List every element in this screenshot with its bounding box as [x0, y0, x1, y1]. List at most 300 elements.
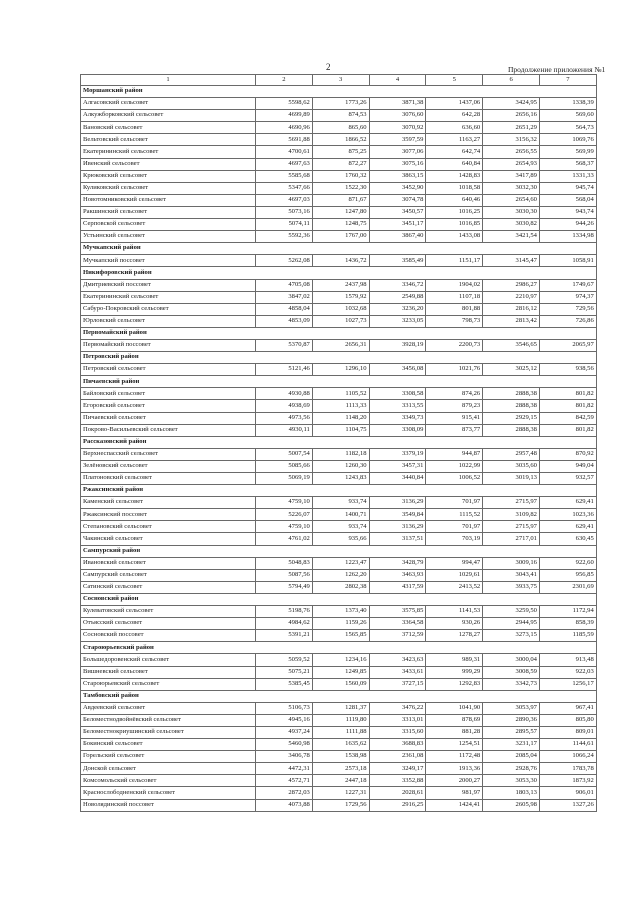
value-cell: 3259,50	[483, 606, 540, 618]
value-cell: 842,59	[539, 412, 596, 424]
value-cell: 2000,27	[426, 775, 483, 787]
value-cell: 1234,16	[312, 654, 369, 666]
value-cell: 1107,18	[426, 291, 483, 303]
value-cell: 865,60	[312, 122, 369, 134]
value-cell: 4073,88	[256, 799, 313, 811]
settlement-name-cell: Юрловский сельсовет	[81, 315, 256, 327]
district-name: Мучкапский район	[81, 243, 597, 255]
table-row	[81, 146, 597, 158]
value-cell: 5794,49	[256, 581, 313, 593]
settlement-name-cell: Ракшинский сельсовет	[81, 206, 256, 218]
district-name: Рассказовский район	[81, 436, 597, 448]
value-cell: 4759,10	[256, 497, 313, 509]
value-cell: 4705,08	[256, 279, 313, 291]
value-cell: 3008,59	[483, 666, 540, 678]
page-number: 2	[326, 62, 331, 72]
value-cell: 2928,76	[483, 763, 540, 775]
value-cell: 798,73	[426, 315, 483, 327]
value-cell: 568,04	[539, 194, 596, 206]
value-cell: 3463,93	[369, 569, 426, 581]
value-cell: 3456,08	[369, 364, 426, 376]
table-row	[81, 206, 597, 218]
value-cell: 1141,53	[426, 606, 483, 618]
value-cell: 3315,60	[369, 726, 426, 738]
value-cell: 930,26	[426, 618, 483, 630]
value-cell: 2301,69	[539, 581, 596, 593]
table-row	[81, 799, 597, 811]
value-cell: 2715,97	[483, 497, 540, 509]
value-cell: 3417,89	[483, 170, 540, 182]
value-cell: 569,99	[539, 146, 596, 158]
value-cell: 2656,16	[483, 110, 540, 122]
settlement-name-cell: Петровский сельсовет	[81, 364, 256, 376]
value-cell: 1904,02	[426, 279, 483, 291]
value-cell: 5585,68	[256, 170, 313, 182]
value-cell: 3009,16	[483, 557, 540, 569]
value-cell: 3424,95	[483, 98, 540, 110]
settlement-name-cell: Мучкапский поссовет	[81, 255, 256, 267]
settlement-name-cell: Сатинский сельсовет	[81, 581, 256, 593]
value-cell: 1400,71	[312, 509, 369, 521]
value-cell: 2929,15	[483, 412, 540, 424]
table-row	[81, 158, 597, 170]
value-cell: 2813,42	[483, 315, 540, 327]
table-row	[81, 182, 597, 194]
settlement-name-cell: Сосновский поссовет	[81, 630, 256, 642]
value-cell: 3727,15	[369, 678, 426, 690]
value-cell: 2654,93	[483, 158, 540, 170]
column-header: 5	[426, 75, 483, 86]
value-cell: 3019,13	[483, 473, 540, 485]
value-cell: 1018,58	[426, 182, 483, 194]
settlement-name-cell: Первомайский поссовет	[81, 339, 256, 351]
value-cell: 564,73	[539, 122, 596, 134]
value-cell: 3585,49	[369, 255, 426, 267]
value-cell: 1327,26	[539, 799, 596, 811]
value-cell: 5598,62	[256, 98, 313, 110]
table-row	[81, 666, 597, 678]
value-cell: 4973,56	[256, 412, 313, 424]
table-row	[81, 122, 597, 134]
value-cell: 2895,57	[483, 726, 540, 738]
value-cell: 1113,33	[312, 400, 369, 412]
value-cell: 3440,84	[369, 473, 426, 485]
value-cell: 2888,38	[483, 424, 540, 436]
settlement-name-cell: Ивановский сельсовет	[81, 557, 256, 569]
value-cell: 640,84	[426, 158, 483, 170]
value-cell: 3421,54	[483, 231, 540, 243]
value-cell: 3450,57	[369, 206, 426, 218]
value-cell: 4930,88	[256, 388, 313, 400]
settlement-name-cell: Сабуро-Покровский сельсовет	[81, 303, 256, 315]
value-cell: 1437,06	[426, 98, 483, 110]
column-header: 2	[256, 75, 313, 86]
table-row	[81, 569, 597, 581]
value-cell: 3546,65	[483, 339, 540, 351]
table-row	[81, 339, 597, 351]
value-cell: 729,56	[539, 303, 596, 315]
settlement-name-cell: Каменский сельсовет	[81, 497, 256, 509]
value-cell: 1783,78	[539, 763, 596, 775]
value-cell: 875,25	[312, 146, 369, 158]
value-cell: 2085,04	[483, 751, 540, 763]
district-name: Тамбовский район	[81, 690, 597, 702]
value-cell: 2549,88	[369, 291, 426, 303]
value-cell: 4938,69	[256, 400, 313, 412]
district-name: Ржаксинский район	[81, 485, 597, 497]
value-cell: 3712,59	[369, 630, 426, 642]
value-cell: 5592,36	[256, 231, 313, 243]
table-row	[81, 726, 597, 738]
table-row	[81, 763, 597, 775]
value-cell: 630,45	[539, 533, 596, 545]
table-row	[81, 194, 597, 206]
value-cell: 1006,52	[426, 473, 483, 485]
table-row	[81, 255, 597, 267]
value-cell: 629,41	[539, 497, 596, 509]
value-cell: 3406,78	[256, 751, 313, 763]
value-cell: 1148,20	[312, 412, 369, 424]
table-row	[81, 751, 597, 763]
district-name: Первомайский район	[81, 327, 597, 339]
page-caption: Продолжение приложения №1	[508, 65, 606, 74]
value-cell: 1058,91	[539, 255, 596, 267]
table-row	[81, 473, 597, 485]
settlement-name-cell: Екатерининский сельсовет	[81, 291, 256, 303]
value-cell: 1172,48	[426, 751, 483, 763]
value-cell: 1436,72	[312, 255, 369, 267]
value-cell: 4697,03	[256, 194, 313, 206]
value-cell: 922,03	[539, 666, 596, 678]
value-cell: 1331,33	[539, 170, 596, 182]
settlement-name-cell: Екатерининский сельсовет	[81, 146, 256, 158]
value-cell: 3346,72	[369, 279, 426, 291]
value-cell: 3053,97	[483, 702, 540, 714]
value-cell: 933,74	[312, 497, 369, 509]
district-name: Петровский район	[81, 352, 597, 364]
settlement-name-cell: Вишневский сельсовет	[81, 666, 256, 678]
value-cell: 1115,52	[426, 509, 483, 521]
table-row	[81, 533, 597, 545]
value-cell: 944,26	[539, 219, 596, 231]
table-row	[81, 412, 597, 424]
value-cell: 5198,76	[256, 606, 313, 618]
value-cell: 874,53	[312, 110, 369, 122]
value-cell: 3451,17	[369, 219, 426, 231]
table-row	[81, 497, 597, 509]
value-cell: 1428,83	[426, 170, 483, 182]
value-cell: 3076,60	[369, 110, 426, 122]
value-cell: 1538,98	[312, 751, 369, 763]
value-cell: 4690,96	[256, 122, 313, 134]
value-cell: 3136,29	[369, 497, 426, 509]
value-cell: 569,60	[539, 110, 596, 122]
table-row	[81, 388, 597, 400]
table-row	[81, 279, 597, 291]
district-heading-row	[81, 436, 597, 448]
table-row	[81, 315, 597, 327]
value-cell: 3231,17	[483, 739, 540, 751]
value-cell: 1027,73	[312, 315, 369, 327]
value-cell: 2802,38	[312, 581, 369, 593]
table-row	[81, 787, 597, 799]
settlement-name-cell: Бокинский сельсовет	[81, 739, 256, 751]
value-cell: 906,01	[539, 787, 596, 799]
value-cell: 1635,62	[312, 739, 369, 751]
settlement-name-cell: Комсомольский сельсовет	[81, 775, 256, 787]
value-cell: 1565,85	[312, 630, 369, 642]
value-cell: 5370,87	[256, 339, 313, 351]
value-cell: 1296,10	[312, 364, 369, 376]
table-row	[81, 303, 597, 315]
value-cell: 3342,73	[483, 678, 540, 690]
value-cell: 1016,25	[426, 206, 483, 218]
value-cell: 3043,41	[483, 569, 540, 581]
district-heading-row	[81, 352, 597, 364]
table-row	[81, 134, 597, 146]
settlement-name-cell: Большедоровенский сельсовет	[81, 654, 256, 666]
value-cell: 922,60	[539, 557, 596, 569]
district-name: Пичаевский район	[81, 376, 597, 388]
table-row	[81, 219, 597, 231]
settlement-name-cell: Сампурский сельсовет	[81, 569, 256, 581]
value-cell: 3428,79	[369, 557, 426, 569]
value-cell: 5074,11	[256, 219, 313, 231]
table-row	[81, 400, 597, 412]
table-row	[81, 581, 597, 593]
district-name: Сосновский район	[81, 593, 597, 605]
value-cell: 1560,09	[312, 678, 369, 690]
value-cell: 5460,98	[256, 739, 313, 751]
table-row	[81, 606, 597, 618]
settlement-name-cell: Новотомниковский сельсовет	[81, 194, 256, 206]
value-cell: 4759,10	[256, 521, 313, 533]
settlement-name-cell: Авдеевский сельсовет	[81, 702, 256, 714]
value-cell: 3030,82	[483, 219, 540, 231]
value-cell: 1260,30	[312, 460, 369, 472]
value-cell: 3137,51	[369, 533, 426, 545]
value-cell: 1111,88	[312, 726, 369, 738]
district-heading-row	[81, 593, 597, 605]
value-cell: 3457,31	[369, 460, 426, 472]
value-cell: 943,74	[539, 206, 596, 218]
value-cell: 5069,19	[256, 473, 313, 485]
value-cell: 3433,61	[369, 666, 426, 678]
table-row	[81, 110, 597, 122]
table-row	[81, 702, 597, 714]
value-cell: 1579,92	[312, 291, 369, 303]
settlement-name-cell: Беломестнокриушинский сельсовет	[81, 726, 256, 738]
value-cell: 3688,83	[369, 739, 426, 751]
value-cell: 1185,59	[539, 630, 596, 642]
value-cell: 2447,18	[312, 775, 369, 787]
value-cell: 1032,68	[312, 303, 369, 315]
value-cell: 1163,27	[426, 134, 483, 146]
value-cell: 949,04	[539, 460, 596, 472]
value-cell: 1913,36	[426, 763, 483, 775]
value-cell: 1105,52	[312, 388, 369, 400]
settlement-name-cell: Ржаксинский поссовет	[81, 509, 256, 521]
value-cell: 5106,73	[256, 702, 313, 714]
value-cell: 3308,09	[369, 424, 426, 436]
value-cell: 2028,61	[369, 787, 426, 799]
value-cell: 3236,20	[369, 303, 426, 315]
value-cell: 642,28	[426, 110, 483, 122]
value-cell: 1182,18	[312, 448, 369, 460]
value-cell: 5007,54	[256, 448, 313, 460]
value-cell: 703,19	[426, 533, 483, 545]
value-cell: 701,97	[426, 521, 483, 533]
value-cell: 1373,40	[312, 606, 369, 618]
column-header: 3	[312, 75, 369, 86]
value-cell: 1069,76	[539, 134, 596, 146]
value-cell: 5059,52	[256, 654, 313, 666]
value-cell: 1254,51	[426, 739, 483, 751]
district-heading-row	[81, 86, 597, 98]
value-cell: 805,80	[539, 714, 596, 726]
value-cell: 4853,09	[256, 315, 313, 327]
settlement-name-cell: Устьинский сельсовет	[81, 231, 256, 243]
value-cell: 3847,02	[256, 291, 313, 303]
value-cell: 801,88	[426, 303, 483, 315]
table-row	[81, 618, 597, 630]
settlement-name-cell: Зелёновский сельсовет	[81, 460, 256, 472]
value-cell: 1029,61	[426, 569, 483, 581]
value-cell: 3476,22	[369, 702, 426, 714]
value-cell: 1172,94	[539, 606, 596, 618]
value-cell: 932,57	[539, 473, 596, 485]
value-cell: 1334,98	[539, 231, 596, 243]
value-cell: 3352,88	[369, 775, 426, 787]
value-cell: 1773,26	[312, 98, 369, 110]
table-row	[81, 714, 597, 726]
value-cell: 1256,17	[539, 678, 596, 690]
value-cell: 956,85	[539, 569, 596, 581]
district-heading-row	[81, 545, 597, 557]
table-row	[81, 521, 597, 533]
value-cell: 726,86	[539, 315, 596, 327]
value-cell: 2065,97	[539, 339, 596, 351]
value-cell: 2361,08	[369, 751, 426, 763]
district-heading-row	[81, 267, 597, 279]
value-cell: 2413,52	[426, 581, 483, 593]
value-cell: 1249,85	[312, 666, 369, 678]
value-cell: 1159,26	[312, 618, 369, 630]
table-row	[81, 654, 597, 666]
value-cell: 1151,17	[426, 255, 483, 267]
value-cell: 2656,55	[483, 146, 540, 158]
value-cell: 3549,84	[369, 509, 426, 521]
value-cell: 1424,41	[426, 799, 483, 811]
value-cell: 1227,31	[312, 787, 369, 799]
settlement-name-cell: Верхнеспасский сельсовет	[81, 448, 256, 460]
value-cell: 2651,29	[483, 122, 540, 134]
value-cell: 4761,02	[256, 533, 313, 545]
value-cell: 3136,29	[369, 521, 426, 533]
settlement-name-cell: Староюрьевский сельсовет	[81, 678, 256, 690]
value-cell: 3349,73	[369, 412, 426, 424]
value-cell: 3273,15	[483, 630, 540, 642]
value-cell: 4572,71	[256, 775, 313, 787]
value-cell: 3871,38	[369, 98, 426, 110]
value-cell: 1292,83	[426, 678, 483, 690]
table-row	[81, 509, 597, 521]
value-cell: 5391,21	[256, 630, 313, 642]
settlement-name-cell: Алгасовский сельсовет	[81, 98, 256, 110]
value-cell: 872,27	[312, 158, 369, 170]
value-cell: 2717,01	[483, 533, 540, 545]
value-cell: 2890,36	[483, 714, 540, 726]
value-cell: 3364,58	[369, 618, 426, 630]
value-cell: 3423,63	[369, 654, 426, 666]
value-cell: 3145,47	[483, 255, 540, 267]
value-cell: 3928,19	[369, 339, 426, 351]
value-cell: 801,82	[539, 400, 596, 412]
value-cell: 5385,45	[256, 678, 313, 690]
table-row	[81, 557, 597, 569]
value-cell: 3075,16	[369, 158, 426, 170]
value-cell: 701,97	[426, 497, 483, 509]
settlement-name-cell: Вельтовский сельсовет	[81, 134, 256, 146]
value-cell: 913,48	[539, 654, 596, 666]
value-cell: 3025,12	[483, 364, 540, 376]
value-cell: 3053,30	[483, 775, 540, 787]
district-heading-row	[81, 642, 597, 654]
settlement-name-cell: Дмитриевский поссовет	[81, 279, 256, 291]
settlement-name-cell: Кулеватовский сельсовет	[81, 606, 256, 618]
table-row	[81, 170, 597, 182]
value-cell: 1248,75	[312, 219, 369, 231]
value-cell: 809,01	[539, 726, 596, 738]
value-cell: 1749,67	[539, 279, 596, 291]
value-cell: 3313,01	[369, 714, 426, 726]
table-row	[81, 98, 597, 110]
value-cell: 1767,00	[312, 231, 369, 243]
value-cell: 5085,66	[256, 460, 313, 472]
value-cell: 873,77	[426, 424, 483, 436]
settlement-name-cell: Серповской сельсовет	[81, 219, 256, 231]
value-cell: 3035,60	[483, 460, 540, 472]
column-header: 1	[81, 75, 256, 86]
value-cell: 878,69	[426, 714, 483, 726]
settlement-name-cell: Крюковский сельсовет	[81, 170, 256, 182]
value-cell: 4317,59	[369, 581, 426, 593]
value-cell: 3156,32	[483, 134, 540, 146]
settlement-name-cell: Горельский сельсовет	[81, 751, 256, 763]
value-cell: 5226,07	[256, 509, 313, 521]
value-cell: 870,92	[539, 448, 596, 460]
settlement-name-cell: Чакинский сельсовет	[81, 533, 256, 545]
value-cell: 1278,27	[426, 630, 483, 642]
value-cell: 3000,04	[483, 654, 540, 666]
value-cell: 4984,62	[256, 618, 313, 630]
value-cell: 801,82	[539, 388, 596, 400]
column-header: 6	[483, 75, 540, 86]
value-cell: 981,97	[426, 787, 483, 799]
value-cell: 1119,80	[312, 714, 369, 726]
value-cell: 5087,56	[256, 569, 313, 581]
value-cell: 994,47	[426, 557, 483, 569]
value-cell: 3933,75	[483, 581, 540, 593]
table-row	[81, 364, 597, 376]
value-cell: 3233,05	[369, 315, 426, 327]
value-cell: 2888,38	[483, 400, 540, 412]
table-row	[81, 678, 597, 690]
value-cell: 1262,20	[312, 569, 369, 581]
value-cell: 1041,90	[426, 702, 483, 714]
settlement-name-cell: Отъясский сельсовет	[81, 618, 256, 630]
value-cell: 3575,85	[369, 606, 426, 618]
